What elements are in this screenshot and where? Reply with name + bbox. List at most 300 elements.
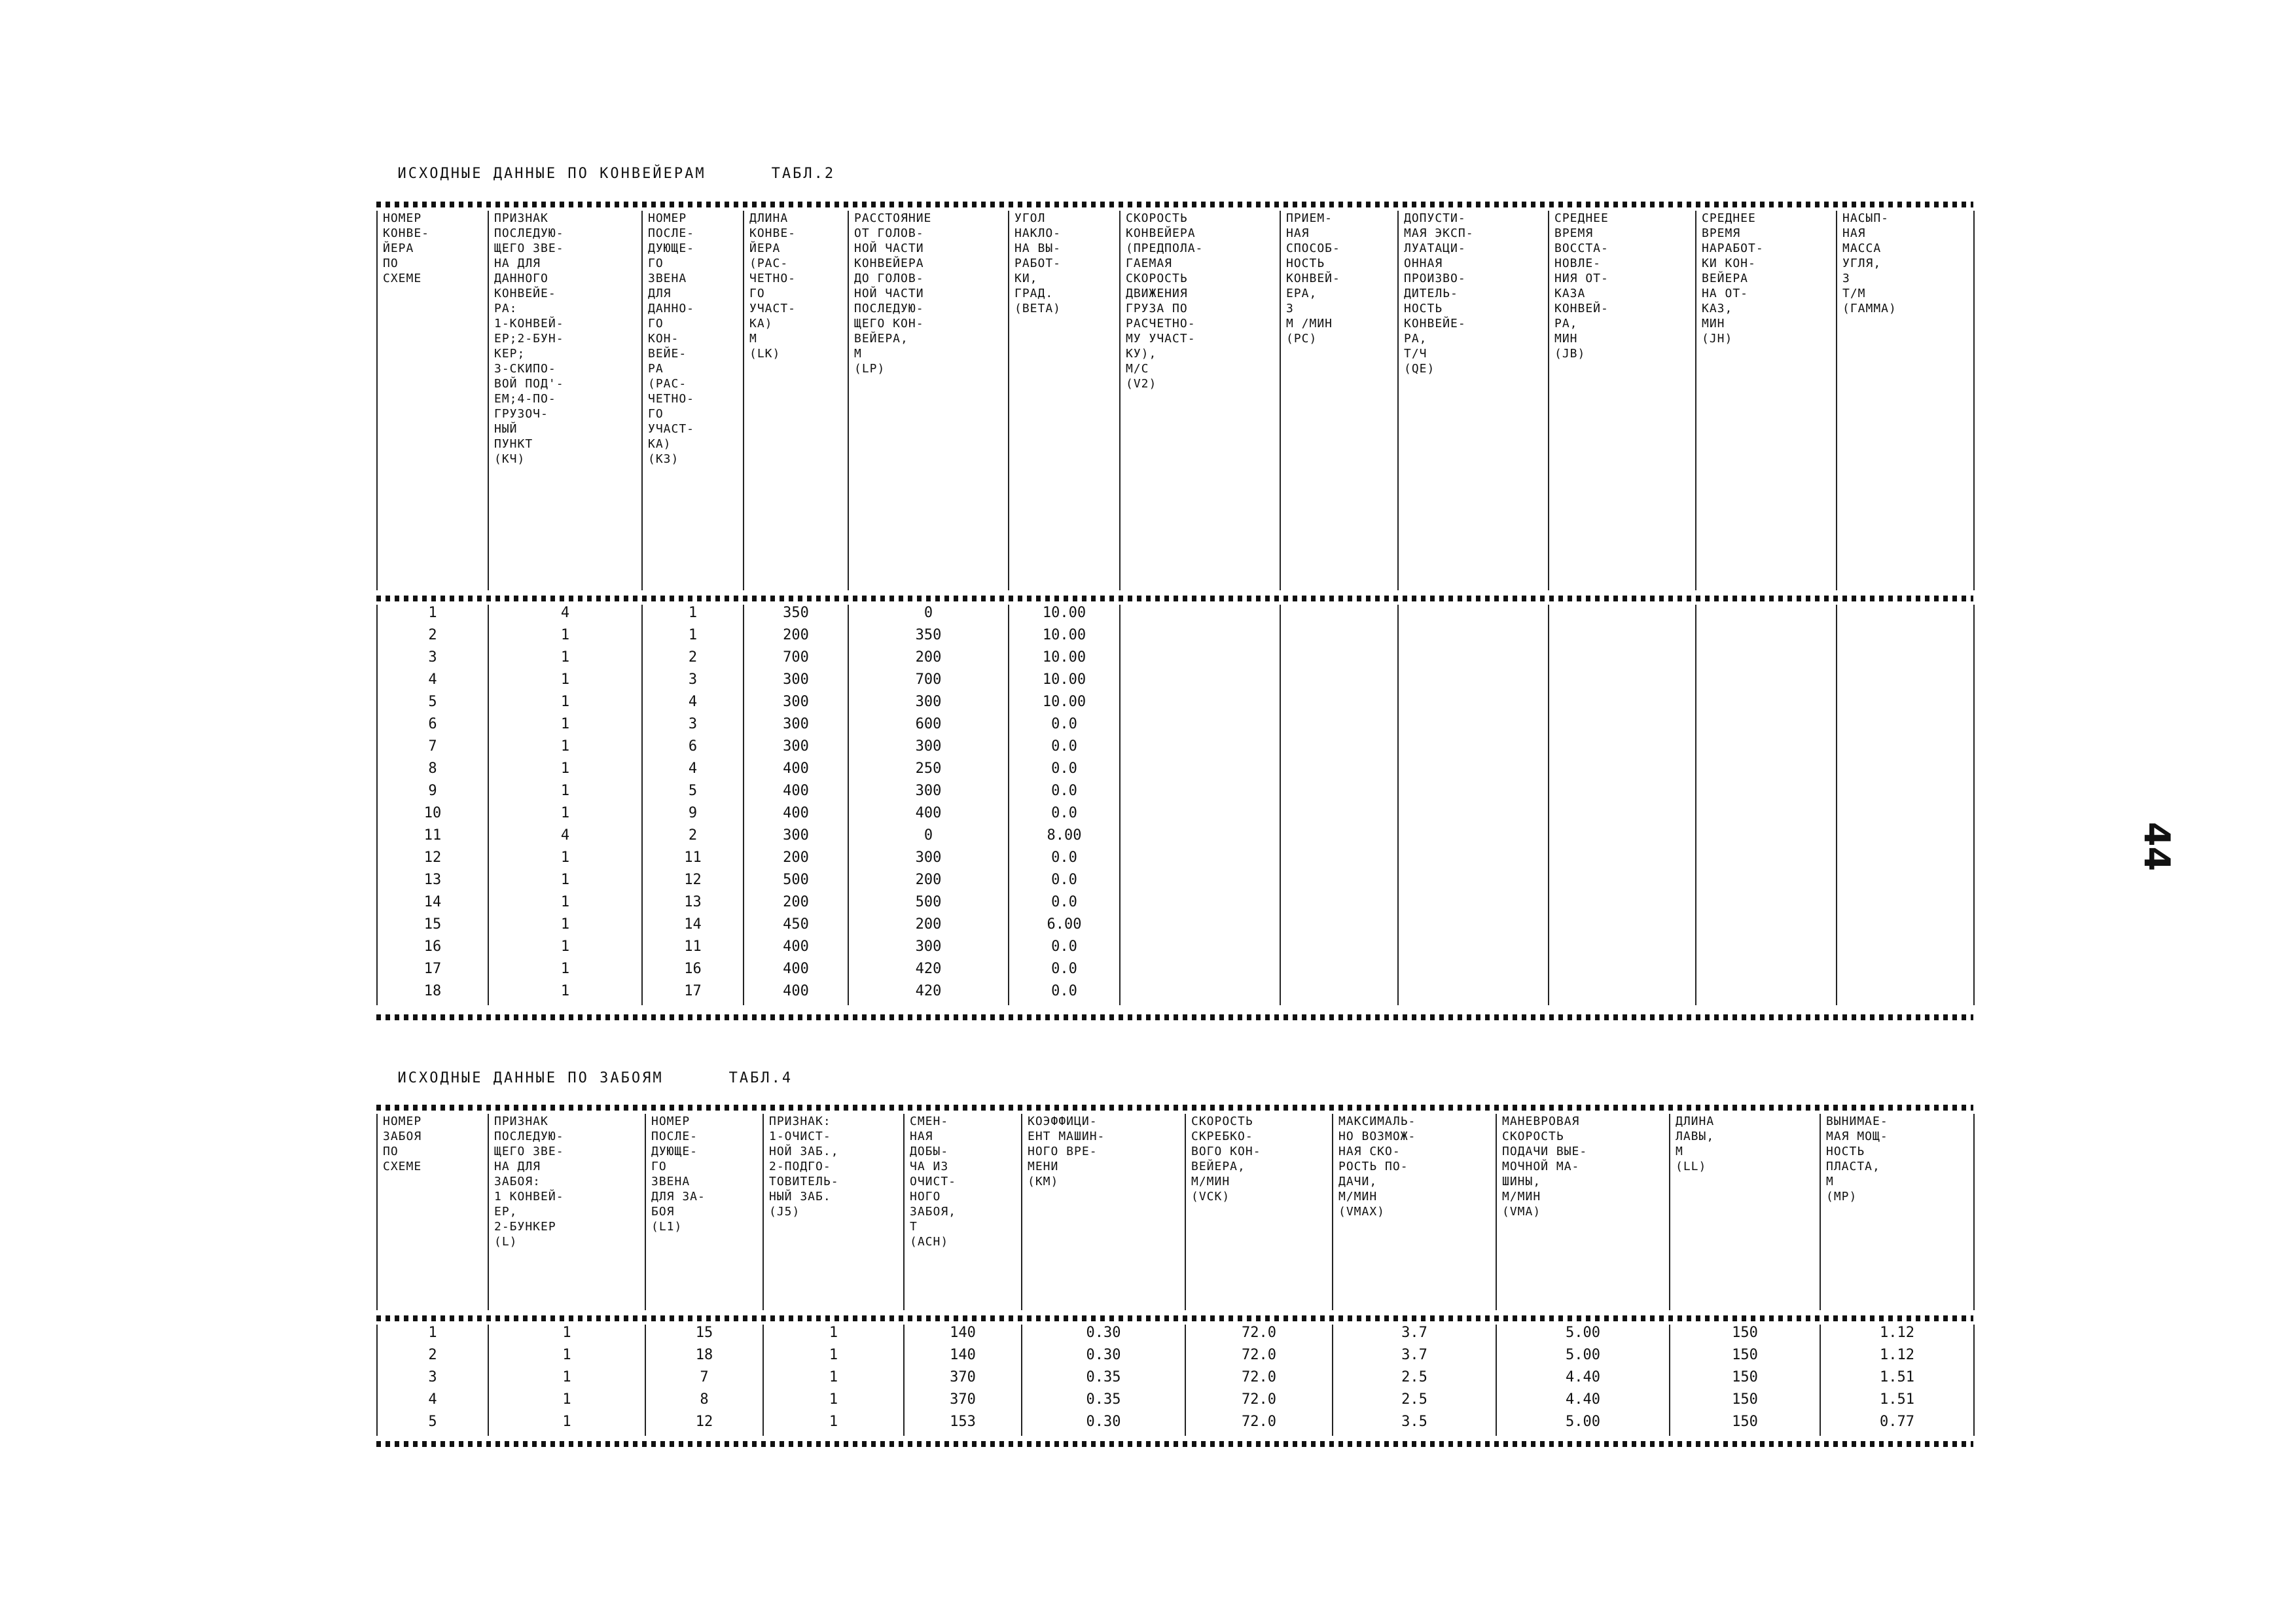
table4-header-cell: МАКСИМАЛЬ- НО ВОЗМОЖ- НАЯ СКО- РОСТЬ ПО- ДАЧИ, М/МИН (VМАХ) bbox=[1333, 1114, 1496, 1310]
table2-cell bbox=[1280, 716, 1398, 738]
table2-cell: 400 bbox=[744, 938, 848, 961]
table-row bbox=[377, 760, 1974, 783]
table2-cell: 7 bbox=[377, 738, 488, 760]
table2-header-cell: СРЕДНЕЕ ВРЕМЯ НАРАБОТ- КИ КОН- ВЕЙЕРА НА ОТ- КАЗ, МИН (ЈН) bbox=[1696, 211, 1837, 590]
table2-cell: 3 bbox=[642, 716, 744, 738]
table2-cell: 1 bbox=[488, 872, 642, 894]
table2-cell: 17 bbox=[377, 961, 488, 983]
table2-cell: 1 bbox=[488, 938, 642, 961]
table2-cell: 300 bbox=[848, 783, 1009, 805]
table2-cell bbox=[1398, 738, 1549, 760]
table2-cell bbox=[1120, 983, 1280, 1005]
table2-cell bbox=[1696, 961, 1837, 983]
table2-header-cell: УГОЛ НАКЛО- НА ВЫ- РАБОТ- КИ, ГРАД. (ВЕТА) bbox=[1009, 211, 1120, 590]
table2-cell: 400 bbox=[744, 783, 848, 805]
table4-cell: 1.51 bbox=[1820, 1391, 1974, 1414]
table2-cell bbox=[1398, 983, 1549, 1005]
table2-cell: 200 bbox=[848, 649, 1009, 671]
table2-cell bbox=[1398, 894, 1549, 916]
table2-cell: 1 bbox=[488, 805, 642, 827]
table2-cell bbox=[1120, 894, 1280, 916]
table2-cell: 400 bbox=[848, 805, 1009, 827]
table2-cell: 0 bbox=[848, 605, 1009, 627]
table2-cell: 10.00 bbox=[1009, 605, 1120, 627]
table2-cell: 17 bbox=[642, 983, 744, 1005]
table4-cell: 150 bbox=[1670, 1414, 1820, 1436]
table2-cell: 0.0 bbox=[1009, 805, 1120, 827]
table4-cell: 0.77 bbox=[1820, 1414, 1974, 1436]
page-number: 44 bbox=[2136, 821, 2178, 872]
table4-cell: 1 bbox=[377, 1325, 488, 1347]
table2-cell bbox=[1398, 872, 1549, 894]
table2-cell: 400 bbox=[744, 983, 848, 1005]
table2-cell: 300 bbox=[848, 938, 1009, 961]
table-row bbox=[377, 649, 1974, 671]
table2-cell bbox=[1549, 627, 1696, 649]
table2-cell: 0.0 bbox=[1009, 938, 1120, 961]
table2-cell bbox=[1120, 916, 1280, 938]
table4-header bbox=[376, 1114, 1975, 1310]
table2-cell: 300 bbox=[744, 671, 848, 694]
table2-cell bbox=[1120, 760, 1280, 783]
table2-cell: 0.0 bbox=[1009, 760, 1120, 783]
table2-cell bbox=[1120, 605, 1280, 627]
table4-cell: 12 bbox=[645, 1414, 763, 1436]
table4-header-rule bbox=[376, 1315, 1973, 1321]
table4-cell: 140 bbox=[904, 1347, 1022, 1369]
table4-cell: 4.40 bbox=[1496, 1369, 1670, 1391]
table2-cell: 3 bbox=[377, 649, 488, 671]
table4-cell: 150 bbox=[1670, 1325, 1820, 1347]
table2-cell: 300 bbox=[848, 738, 1009, 760]
table2-cell: 3 bbox=[642, 671, 744, 694]
table4-cell: 8 bbox=[645, 1391, 763, 1414]
table2-cell bbox=[1837, 894, 1974, 916]
table2-cell: 18 bbox=[377, 983, 488, 1005]
table2-cell bbox=[1837, 671, 1974, 694]
table2-cell bbox=[1549, 760, 1696, 783]
table-row bbox=[377, 1347, 1974, 1369]
table2-cell: 4 bbox=[488, 605, 642, 627]
table2-cell bbox=[1696, 605, 1837, 627]
table2-cell bbox=[1696, 649, 1837, 671]
table2-cell: 1 bbox=[488, 649, 642, 671]
table2-cell: 500 bbox=[744, 872, 848, 894]
table4-cell: 150 bbox=[1670, 1391, 1820, 1414]
table2-cell: 420 bbox=[848, 961, 1009, 983]
table4-cell: 1 bbox=[763, 1325, 904, 1347]
table2-cell bbox=[1837, 694, 1974, 716]
table4-header-cell: ПРИЗНАК ПОСЛЕДУЮ- ЩЕГО ЗВЕ- НА ДЛЯ ЗАБОЯ: 1 КОНВЕЙ- ЕР, 2-БУНКЕР (L) bbox=[488, 1114, 645, 1310]
table2-cell: 1 bbox=[488, 849, 642, 872]
table4-cell: 18 bbox=[645, 1347, 763, 1369]
table-row bbox=[377, 894, 1974, 916]
table2-cell: 200 bbox=[744, 894, 848, 916]
table2-cell bbox=[1696, 671, 1837, 694]
table2-cell: 14 bbox=[377, 894, 488, 916]
table-row bbox=[377, 1325, 1974, 1347]
table-row bbox=[377, 738, 1974, 760]
table2-cell: 4 bbox=[642, 694, 744, 716]
table4-cell: 1 bbox=[488, 1347, 645, 1369]
table2-cell bbox=[1696, 849, 1837, 872]
table2-cell bbox=[1696, 760, 1837, 783]
table2-header-cell: НАСЫП- НАЯ МАССА УГЛЯ, 3 Т/М (ГАММА) bbox=[1837, 211, 1974, 590]
table4-cell: 0.30 bbox=[1022, 1414, 1185, 1436]
table2-cell bbox=[1280, 649, 1398, 671]
table2-cell bbox=[1120, 805, 1280, 827]
table2-body bbox=[376, 605, 1975, 1005]
table2-header-cell: РАССТОЯНИЕ ОТ ГОЛОВ- НОЙ ЧАСТИ КОНВЕЙЕРА ДО ГОЛОВ- НОЙ ЧАСТИ ПОСЛЕДУЮ- ЩЕГО КОН- ВЕЙЕРА, М (LР) bbox=[848, 211, 1009, 590]
table2-cell: 5 bbox=[377, 694, 488, 716]
table2-cell bbox=[1398, 760, 1549, 783]
table2-cell bbox=[1280, 694, 1398, 716]
table4-title: ИСХОДНЫЕ ДАННЫЕ ПО ЗАБОЯМ bbox=[397, 1070, 664, 1086]
table4-cell: 4.40 bbox=[1496, 1391, 1670, 1414]
table4-cell: 1 bbox=[488, 1369, 645, 1391]
table2-cell: 0.0 bbox=[1009, 849, 1120, 872]
table2-cell: 4 bbox=[377, 671, 488, 694]
table2-cell: 10.00 bbox=[1009, 694, 1120, 716]
table2-header-cell: ПРИЗНАК ПОСЛЕДУЮ- ЩЕГО ЗВЕ- НА ДЛЯ ДАННОГО КОНВЕЙЕ- РА: 1-КОНВЕЙ- ЕР;2-БУН- КЕР; 3-СКИПО- ВОЙ ПОД'- ЕМ;4-ПО- ГРУЗОЧ- НЫЙ ПУНКТ (КЧ) bbox=[488, 211, 642, 590]
table2-cell bbox=[1837, 627, 1974, 649]
table4-header-cell: СКОРОСТЬ СКРЕБКО- ВОГО КОН- ВЕЙЕРА, М/МИН (VСК) bbox=[1185, 1114, 1333, 1310]
table2-cell bbox=[1280, 894, 1398, 916]
table2-cell bbox=[1280, 605, 1398, 627]
table2-cell: 200 bbox=[848, 916, 1009, 938]
table2-cell bbox=[1398, 716, 1549, 738]
table2-header-cell: НОМЕР КОНВЕ- ЙЕРА ПО СХЕМЕ bbox=[377, 211, 488, 590]
table2-cell: 1 bbox=[488, 760, 642, 783]
table4-cell: 7 bbox=[645, 1369, 763, 1391]
table2-cell bbox=[1398, 916, 1549, 938]
table2-cell: 1 bbox=[488, 627, 642, 649]
table-row bbox=[377, 1369, 1974, 1391]
table2-cell: 420 bbox=[848, 983, 1009, 1005]
table-row bbox=[377, 716, 1974, 738]
table4-cell: 1.51 bbox=[1820, 1369, 1974, 1391]
table2-cell bbox=[1696, 694, 1837, 716]
table4-cell: 150 bbox=[1670, 1369, 1820, 1391]
table4-cell: 72.0 bbox=[1185, 1391, 1333, 1414]
table-row bbox=[377, 827, 1974, 849]
table2-cell bbox=[1837, 872, 1974, 894]
table2-cell bbox=[1120, 716, 1280, 738]
table2-cell: 5 bbox=[642, 783, 744, 805]
table2-cell bbox=[1398, 938, 1549, 961]
table2-header-cell: ПРИЕМ- НАЯ СПОСОБ- НОСТЬ КОНВЕЙ- ЕРА, З М /МИН (РС) bbox=[1280, 211, 1398, 590]
table2-cell bbox=[1398, 827, 1549, 849]
table2-cell bbox=[1120, 694, 1280, 716]
table4-header-cell: НОМЕР ЗАБОЯ ПО СХЕМЕ bbox=[377, 1114, 488, 1310]
table4-cell: 72.0 bbox=[1185, 1414, 1333, 1436]
table2-cell: 8.00 bbox=[1009, 827, 1120, 849]
table2-cell: 11 bbox=[377, 827, 488, 849]
table4-caption bbox=[376, 1054, 793, 1086]
table2-cell: 1 bbox=[488, 716, 642, 738]
table4-cell: 1 bbox=[763, 1347, 904, 1369]
table2-cell bbox=[1120, 783, 1280, 805]
table2-cell: 300 bbox=[848, 849, 1009, 872]
table4-cell: 153 bbox=[904, 1414, 1022, 1436]
table4-header-cell: СМЕН- НАЯ ДОБЫ- ЧА ИЗ ОЧИСТ- НОГО ЗАБОЯ, Т (АСН) bbox=[904, 1114, 1022, 1310]
table4-cell: 1.12 bbox=[1820, 1347, 1974, 1369]
table4-cell: 72.0 bbox=[1185, 1347, 1333, 1369]
table2-cell: 6.00 bbox=[1009, 916, 1120, 938]
table2-cell: 13 bbox=[642, 894, 744, 916]
table2-cell bbox=[1549, 849, 1696, 872]
table2-cell: 700 bbox=[848, 671, 1009, 694]
table4-cell: 3 bbox=[377, 1369, 488, 1391]
table2-cell bbox=[1549, 872, 1696, 894]
table-row bbox=[377, 783, 1974, 805]
table2-cell: 0.0 bbox=[1009, 872, 1120, 894]
table2-cell bbox=[1696, 827, 1837, 849]
table2-cell bbox=[1120, 849, 1280, 872]
table2-cell: 11 bbox=[642, 938, 744, 961]
table2-cell: 6 bbox=[377, 716, 488, 738]
table4-label: ТАБЛ.4 bbox=[728, 1070, 793, 1086]
table2-cell: 10.00 bbox=[1009, 627, 1120, 649]
table2-cell: 300 bbox=[744, 738, 848, 760]
table2-cell bbox=[1549, 783, 1696, 805]
table2-cell: 2 bbox=[642, 827, 744, 849]
table4-cell: 5.00 bbox=[1496, 1325, 1670, 1347]
table4-cell: 0.30 bbox=[1022, 1347, 1185, 1369]
table2-cell: 1 bbox=[488, 961, 642, 983]
table2-header-cell: НОМЕР ПОСЛЕ- ДУЮЩЕ- ГО ЗВЕНА ДЛЯ ДАННО- ГО КОН- ВЕЙЕ- РА (РАС- ЧЕТНО- ГО УЧАСТ- КА) (КЗ) bbox=[642, 211, 744, 590]
table4-cell: 1.12 bbox=[1820, 1325, 1974, 1347]
table2-cell: 16 bbox=[642, 961, 744, 983]
table2-cell bbox=[1837, 916, 1974, 938]
table4-cell: 3.7 bbox=[1333, 1347, 1496, 1369]
table4-cell: 5 bbox=[377, 1414, 488, 1436]
table2-cell: 1 bbox=[488, 916, 642, 938]
table2-cell bbox=[1837, 961, 1974, 983]
table2-cell bbox=[1837, 605, 1974, 627]
table2-cell bbox=[1280, 916, 1398, 938]
table2-cell bbox=[1398, 961, 1549, 983]
table2-cell: 0 bbox=[848, 827, 1009, 849]
table2-cell bbox=[1549, 716, 1696, 738]
table2-cell bbox=[1398, 805, 1549, 827]
table2-cell: 0.0 bbox=[1009, 783, 1120, 805]
table2-cell: 12 bbox=[377, 849, 488, 872]
table2-cell bbox=[1280, 805, 1398, 827]
table2-cell: 15 bbox=[377, 916, 488, 938]
table2-cell: 0.0 bbox=[1009, 716, 1120, 738]
table2-cell bbox=[1549, 649, 1696, 671]
table2-cell: 300 bbox=[744, 827, 848, 849]
table4-cell: 1 bbox=[763, 1391, 904, 1414]
table2-cell bbox=[1280, 627, 1398, 649]
table2-cell: 1 bbox=[642, 605, 744, 627]
table2-cell: 11 bbox=[642, 849, 744, 872]
table-row bbox=[377, 849, 1974, 872]
table4-cell: 3.5 bbox=[1333, 1414, 1496, 1436]
table2-header-rule bbox=[376, 596, 1973, 601]
table2-cell bbox=[1398, 627, 1549, 649]
table4-cell: 72.0 bbox=[1185, 1325, 1333, 1347]
table2-cell bbox=[1837, 738, 1974, 760]
table2-cell: 300 bbox=[744, 694, 848, 716]
table-row bbox=[377, 805, 1974, 827]
table2-header bbox=[376, 211, 1975, 590]
table2-cell: 1 bbox=[488, 983, 642, 1005]
table2-cell bbox=[1280, 983, 1398, 1005]
table4-cell: 150 bbox=[1670, 1347, 1820, 1369]
table2-cell: 400 bbox=[744, 760, 848, 783]
table2-header-cell: ДЛИНА КОНВЕ- ЙЕРА (РАС- ЧЕТНО- ГО УЧАСТ- КА) М (LК) bbox=[744, 211, 848, 590]
table2-cell bbox=[1696, 983, 1837, 1005]
table2-cell: 200 bbox=[848, 872, 1009, 894]
table4-cell: 2.5 bbox=[1333, 1369, 1496, 1391]
table2-cell bbox=[1398, 605, 1549, 627]
table2-cell bbox=[1549, 605, 1696, 627]
table2-cell bbox=[1837, 983, 1974, 1005]
table4-cell: 0.35 bbox=[1022, 1391, 1185, 1414]
table2-cell bbox=[1280, 783, 1398, 805]
table2-cell bbox=[1120, 649, 1280, 671]
table2-cell bbox=[1549, 961, 1696, 983]
table2-cell bbox=[1696, 627, 1837, 649]
table-row bbox=[377, 983, 1974, 1005]
table2-cell: 600 bbox=[848, 716, 1009, 738]
table2-cell bbox=[1398, 649, 1549, 671]
table-row bbox=[377, 605, 1974, 627]
table2-cell bbox=[1398, 694, 1549, 716]
table2-cell: 13 bbox=[377, 872, 488, 894]
table2-cell bbox=[1280, 849, 1398, 872]
table2-cell bbox=[1120, 938, 1280, 961]
table4-cell: 1 bbox=[763, 1369, 904, 1391]
table2-cell: 1 bbox=[488, 894, 642, 916]
table-row bbox=[377, 1414, 1974, 1436]
table2-cell bbox=[1837, 649, 1974, 671]
table4-cell: 140 bbox=[904, 1325, 1022, 1347]
table2-cell bbox=[1120, 627, 1280, 649]
table2-cell bbox=[1837, 760, 1974, 783]
table4-header-cell: ПРИЗНАК: 1-ОЧИСТ- НОЙ ЗАБ., 2-ПОДГО- ТОВИТЕЛЬ- НЫЙ ЗАБ. (Ј5) bbox=[763, 1114, 904, 1310]
table2-cell bbox=[1549, 738, 1696, 760]
table2-cell: 6 bbox=[642, 738, 744, 760]
table2-cell bbox=[1696, 716, 1837, 738]
table2-cell bbox=[1398, 783, 1549, 805]
table2-caption bbox=[376, 149, 835, 182]
table2-header-cell: СРЕДНЕЕ ВРЕМЯ ВОССТА- НОВЛЕ- НИЯ ОТ- КАЗА КОНВЕЙ- РА, МИН (ЈВ) bbox=[1549, 211, 1696, 590]
table-row bbox=[377, 961, 1974, 983]
table4-top-rule bbox=[376, 1105, 1973, 1111]
table2-cell bbox=[1280, 738, 1398, 760]
table2-cell: 0.0 bbox=[1009, 961, 1120, 983]
table4-cell: 72.0 bbox=[1185, 1369, 1333, 1391]
table2-cell: 12 bbox=[642, 872, 744, 894]
table2-cell bbox=[1837, 938, 1974, 961]
table2-cell: 0.0 bbox=[1009, 894, 1120, 916]
table2-cell bbox=[1696, 805, 1837, 827]
table4-bottom-rule bbox=[376, 1441, 1973, 1447]
table-row bbox=[377, 627, 1974, 649]
table-row bbox=[377, 1391, 1974, 1414]
table2-cell: 350 bbox=[744, 605, 848, 627]
table2-cell: 1 bbox=[642, 627, 744, 649]
table4-cell: 3.7 bbox=[1333, 1325, 1496, 1347]
table2-cell: 9 bbox=[642, 805, 744, 827]
table2-cell: 8 bbox=[377, 760, 488, 783]
table2-cell bbox=[1120, 872, 1280, 894]
table2-cell bbox=[1837, 805, 1974, 827]
table2-cell bbox=[1696, 738, 1837, 760]
table2-header-cell: ДОПУСТИ- МАЯ ЭКСП- ЛУАТАЦИ- ОННАЯ ПРОИЗВО- ДИТЕЛЬ- НОСТЬ КОНВЕЙЕ- РА, Т/Ч (QЕ) bbox=[1398, 211, 1549, 590]
table2-cell bbox=[1280, 872, 1398, 894]
table2-cell: 16 bbox=[377, 938, 488, 961]
table2-cell bbox=[1280, 961, 1398, 983]
table2-cell bbox=[1549, 916, 1696, 938]
table2-cell bbox=[1549, 671, 1696, 694]
table4-cell: 2 bbox=[377, 1347, 488, 1369]
table2-cell: 200 bbox=[744, 849, 848, 872]
table2-cell: 10.00 bbox=[1009, 649, 1120, 671]
table2-cell: 200 bbox=[744, 627, 848, 649]
table2-cell bbox=[1837, 827, 1974, 849]
table2-cell: 2 bbox=[377, 627, 488, 649]
table2-cell: 400 bbox=[744, 805, 848, 827]
table2-cell bbox=[1696, 894, 1837, 916]
table2-cell bbox=[1837, 716, 1974, 738]
table4-cell: 15 bbox=[645, 1325, 763, 1347]
table4-cell: 1 bbox=[763, 1414, 904, 1436]
table-row bbox=[377, 671, 1974, 694]
table2-cell: 350 bbox=[848, 627, 1009, 649]
table2-cell: 9 bbox=[377, 783, 488, 805]
table2-cell bbox=[1280, 827, 1398, 849]
table2-cell: 14 bbox=[642, 916, 744, 938]
table2-cell: 400 bbox=[744, 961, 848, 983]
table2-cell bbox=[1280, 671, 1398, 694]
table2-cell: 1 bbox=[488, 783, 642, 805]
table4-cell: 370 bbox=[904, 1369, 1022, 1391]
table2-label: ТАБЛ.2 bbox=[771, 166, 836, 182]
table2-cell bbox=[1549, 983, 1696, 1005]
table2-cell bbox=[1696, 938, 1837, 961]
table2-cell bbox=[1837, 849, 1974, 872]
table2-cell bbox=[1280, 938, 1398, 961]
table4-cell: 370 bbox=[904, 1391, 1022, 1414]
table2-cell bbox=[1696, 872, 1837, 894]
table2-cell: 2 bbox=[642, 649, 744, 671]
table2-cell bbox=[1120, 738, 1280, 760]
table2-cell bbox=[1549, 894, 1696, 916]
table4-header-cell: НОМЕР ПОСЛЕ- ДУЮЩЕ- ГО ЗВЕНА ДЛЯ ЗА- БОЯ (L1) bbox=[645, 1114, 763, 1310]
table2-cell bbox=[1696, 783, 1837, 805]
table2-cell bbox=[1120, 961, 1280, 983]
table2-cell: 10 bbox=[377, 805, 488, 827]
table-row bbox=[377, 938, 1974, 961]
table2-cell: 1 bbox=[377, 605, 488, 627]
table2-cell: 700 bbox=[744, 649, 848, 671]
table2-cell: 250 bbox=[848, 760, 1009, 783]
table2-cell bbox=[1549, 938, 1696, 961]
table2-cell bbox=[1549, 827, 1696, 849]
table4-cell: 1 bbox=[488, 1325, 645, 1347]
table2-bottom-rule bbox=[376, 1014, 1973, 1020]
table2-cell bbox=[1398, 849, 1549, 872]
table2-cell: 10.00 bbox=[1009, 671, 1120, 694]
table2-cell: 1 bbox=[488, 694, 642, 716]
table4-cell: 5.00 bbox=[1496, 1347, 1670, 1369]
table2-cell bbox=[1120, 827, 1280, 849]
table2-cell bbox=[1120, 671, 1280, 694]
